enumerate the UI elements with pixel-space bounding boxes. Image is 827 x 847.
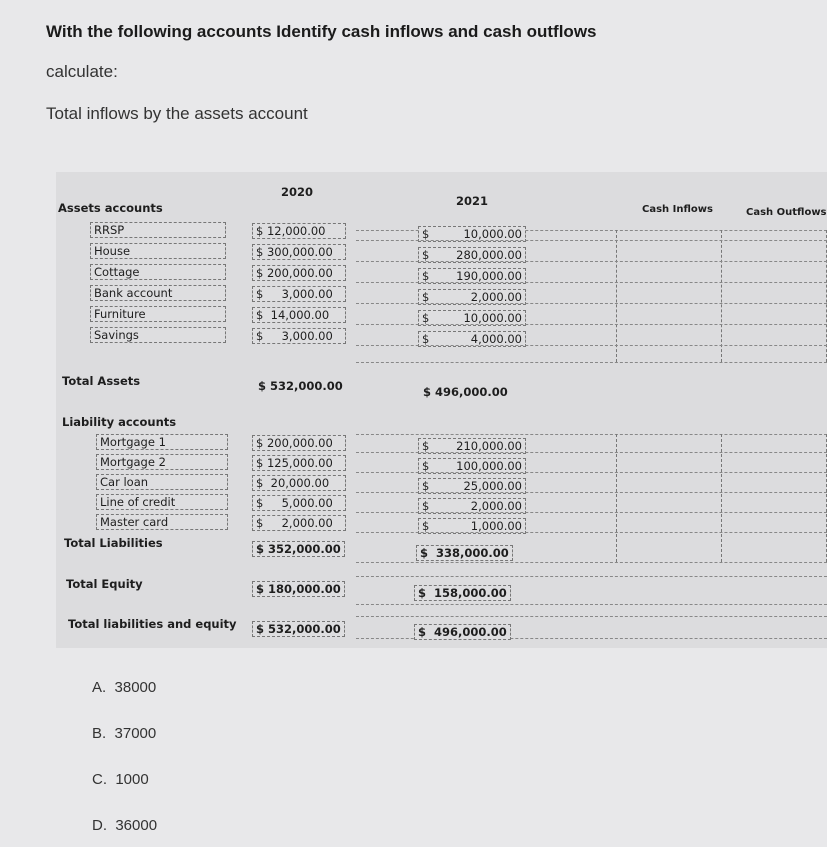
total-assets-2020: $ 532,000.00 [258,379,343,393]
answer-option-c[interactable]: C. 1000 [92,771,149,788]
total-liabilities-2021: $ 338,000.00 [416,545,513,561]
header-2021: 2021 [456,194,489,208]
asset-row-2020: $ 300,000.00 [252,244,346,260]
asset-row-name: Savings [90,327,226,343]
total-equity-2020: $ 180,000.00 [252,581,345,597]
answer-option-d[interactable]: D. 36000 [92,817,158,834]
asset-row-2021: $ 190,000.00 [418,268,526,284]
total-assets-2021: $ 496,000.00 [423,385,508,399]
total-le-2021: $ 496,000.00 [414,624,511,640]
asset-row-name: Bank account [90,285,226,301]
total-equity-label: Total Equity [66,577,143,591]
liability-row-2021: $ 1,000.00 [418,518,526,534]
liability-row-2020: $ 125,000.00 [252,455,346,471]
liability-row-2020: $ 20,000.00 [252,475,346,491]
liability-row-2020: $ 200,000.00 [252,435,346,451]
asset-row-2021: $ 10,000.00 [418,310,526,326]
asset-row-2021: $ 2,000.00 [418,289,526,305]
liability-row-name: Master card [96,514,228,530]
total-le-label: Total liabilities and equity [68,617,237,631]
question-instruction: calculate: [46,62,118,81]
asset-row-2020: $ 3,000.00 [252,328,346,344]
liability-row-2020: $ 2,000.00 [252,515,346,531]
asset-row-2020: $ 3,000.00 [252,286,346,302]
total-equity-2021: $ 158,000.00 [414,585,511,601]
header-cash-outflows: Cash Outflows [746,207,827,218]
question-title: With the following accounts Identify cash inflows and cash outflows [46,22,597,41]
answer-option-a[interactable]: A. 38000 [92,679,157,696]
liability-heading: Liability accounts [62,415,177,429]
liability-row-2021: $ 100,000.00 [418,458,526,474]
liability-row-2021: $ 2,000.00 [418,498,526,514]
asset-row-2021: $ 10,000.00 [418,226,526,242]
header-cash-inflows: Cash Inflows [642,204,713,215]
assets-heading: Assets accounts [58,201,163,215]
total-liabilities-label: Total Liabilities [64,536,163,550]
liability-row-name: Car loan [96,474,228,490]
asset-row-2020: $ 14,000.00 [252,307,346,323]
liability-row-name: Mortgage 2 [96,454,228,470]
header-2020: 2020 [281,185,314,199]
total-liabilities-2020: $ 352,000.00 [252,541,345,557]
liability-row-name: Mortgage 1 [96,434,228,450]
asset-row-2021: $ 4,000.00 [418,331,526,347]
asset-row-name: House [90,243,226,259]
liability-row-2021: $ 25,000.00 [418,478,526,494]
asset-row-2020: $ 200,000.00 [252,265,346,281]
question-prompt: Total inflows by the assets account [46,104,308,123]
liability-row-name: Line of credit [96,494,228,510]
asset-row-name: Furniture [90,306,226,322]
liability-row-2020: $ 5,000.00 [252,495,346,511]
asset-row-2020: $ 12,000.00 [252,223,346,239]
asset-row-2021: $ 280,000.00 [418,247,526,263]
total-le-2020: $ 532,000.00 [252,621,345,637]
answer-option-b[interactable]: B. 37000 [92,725,157,742]
total-assets-label: Total Assets [62,374,141,388]
asset-row-name: Cottage [90,264,226,280]
asset-row-name: RRSP [90,222,226,238]
balance-sheet-image [56,172,827,648]
liability-row-2021: $ 210,000.00 [418,438,526,454]
